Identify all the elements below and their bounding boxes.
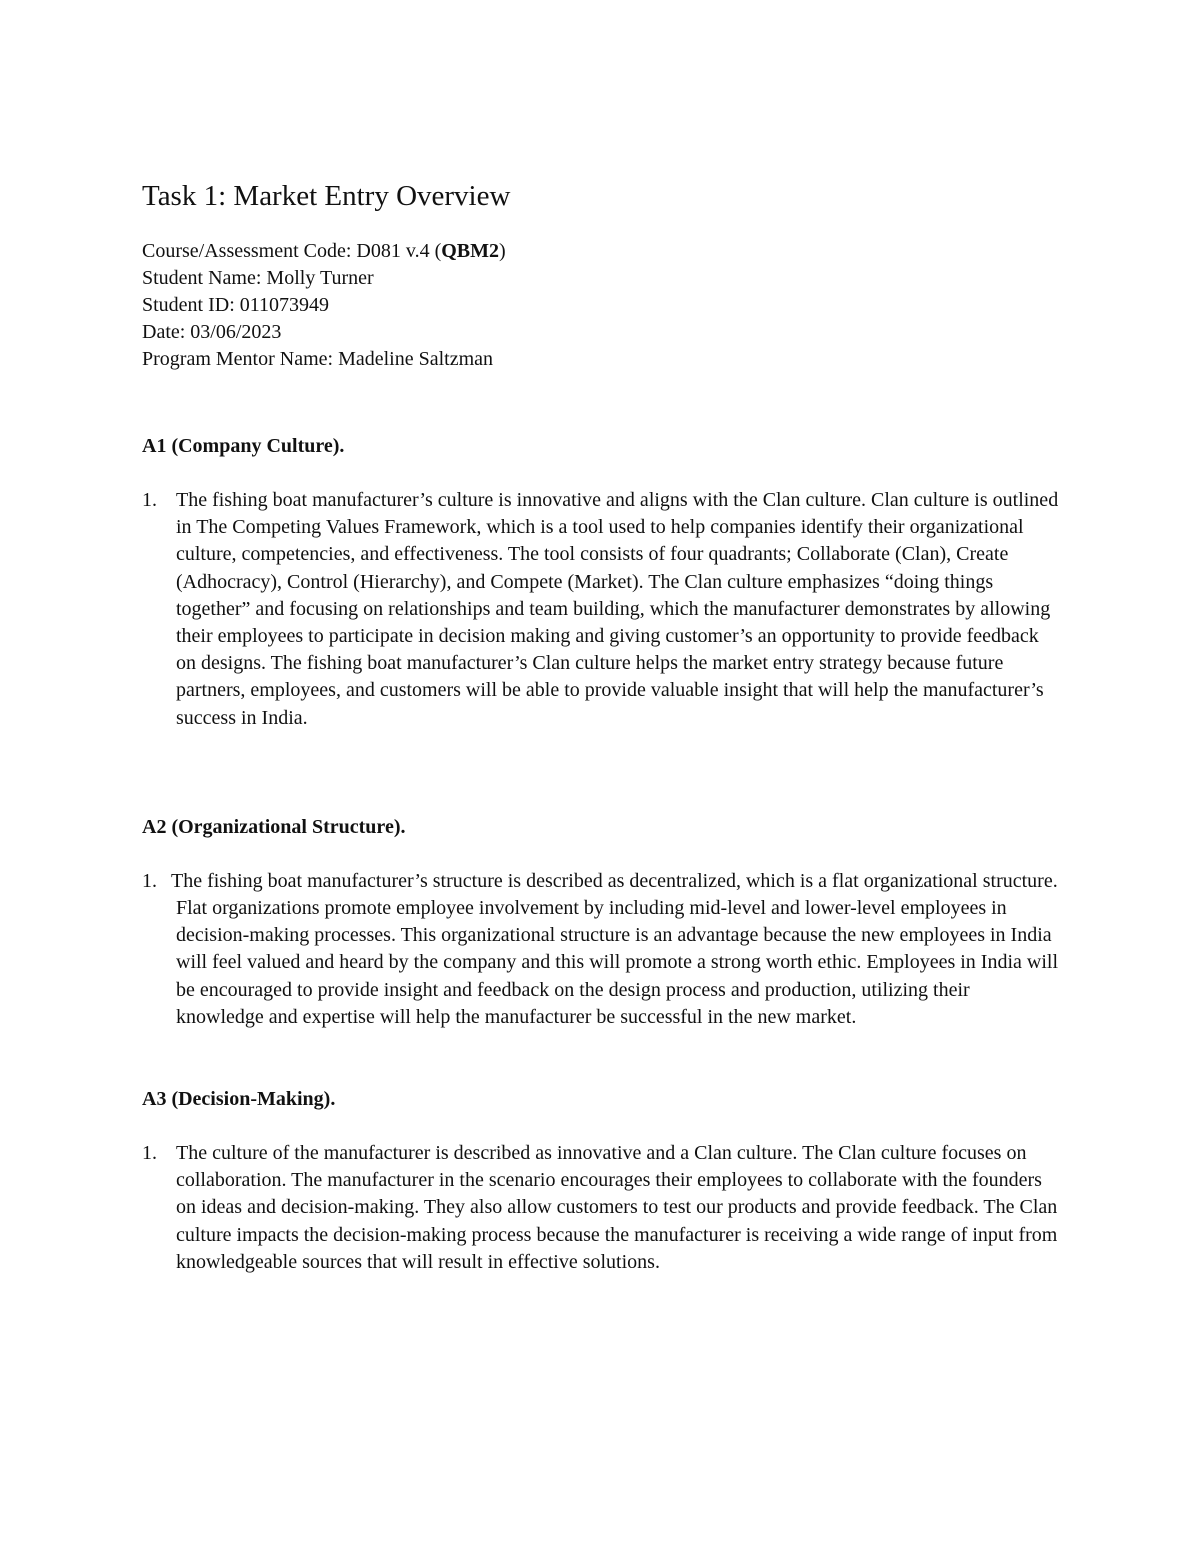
document-title: Task 1: Market Entry Overview	[142, 180, 511, 212]
list-number: 1.	[142, 1142, 157, 1165]
course-code-close: )	[499, 240, 506, 262]
section-paragraph	[142, 487, 1062, 732]
document-page	[142, 178, 1062, 1276]
student-id: Student ID: 011073949	[142, 294, 330, 316]
student-name: Student Name: Molly Turner	[142, 267, 374, 289]
document-date: Date: 03/06/2023	[142, 321, 282, 343]
section-a2	[142, 814, 1062, 1031]
course-code-value: QBM2	[441, 240, 500, 262]
paragraph-text: The fishing boat manufacturer’s culture is innovative and aligns with the Clan culture. Clan culture is outlined in The Competing Values Framework, which is a tool used to help companies identify their organizational culture, competencies, and effectiveness. The tool consists of four quadrants; Collaborate (Clan), Create (Adhocracy), Control (Hierarchy), and Compete (Market). The Clan culture emphasizes “doing things together” and focusing on relationships and team building, which the manufacturer demonstrates by allowing their employees to participate in decision making and giving customer’s an opportunity to provide feedback on designs. The fishing boat manufacturer’s Clan culture helps the market entry strategy because future partners, employees, and customers will be able to provide valuable insight that will help the manufacturer’s success in India.	[176, 489, 1059, 729]
document-meta	[142, 238, 1062, 373]
program-mentor: Program Mentor Name: Madeline Saltzman	[142, 348, 494, 370]
list-number: 1.	[142, 869, 157, 892]
section-heading: A3 (Decision-Making).	[142, 1088, 336, 1111]
paragraph-text: The fishing boat manufacturer’s structure is described as decentralized, which is a flat organizational structure. Flat organizations promote employee involvement by including mid-level and lower-level employees in decision-making processes. This organizational structure is an advantage because the new employees in India will feel valued and heard by the company and this will promote a strong worth ethic. Employees in India will be encouraged to provide insight and feedback on the design process and production, utilizing their knowledge and expertise will help the manufacturer be successful in the new market.	[171, 869, 1059, 1028]
section-paragraph	[142, 1140, 1062, 1276]
list-number: 1.	[142, 489, 157, 511]
section-heading: A2 (Organizational Structure).	[142, 815, 406, 838]
section-paragraph	[142, 868, 1062, 1031]
course-code-label: Course/Assessment Code: D081 v.4 (	[142, 240, 442, 262]
paragraph-text: The culture of the manufacturer is described as innovative and a Clan culture. The Clan culture focuses on collaboration. The manufacturer in the scenario encourages their employees to collaborate with the founders on ideas and decision-making. They also allow customers to test our products and provide feedback. The Clan culture impacts the decision-making process because the manufacturer is receiving a wide range of input from knowledgeable sources that will result in effective solutions.	[176, 1142, 1058, 1273]
section-a3	[142, 1086, 1062, 1276]
section-heading: A1 (Company Culture).	[142, 435, 345, 457]
section-a1	[142, 433, 1062, 732]
course-code-line	[142, 238, 1062, 265]
